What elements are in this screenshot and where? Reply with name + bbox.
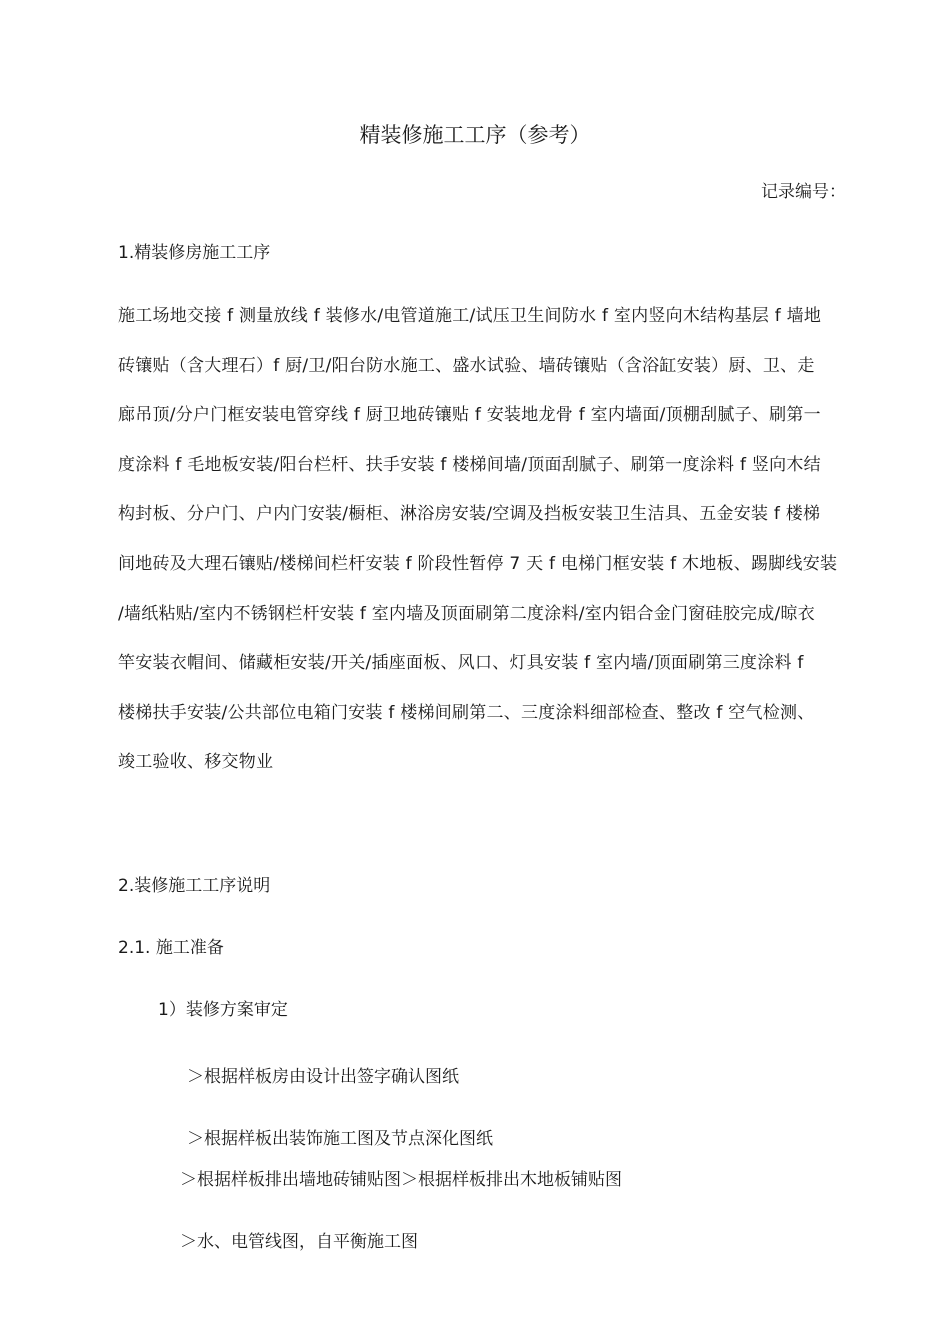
paragraph-line: 竿安装衣帽间、储藏柜安装/开关/插座面板、风口、灯具安装 f 室内墙/顶面刷第三度涂料 f <box>118 653 804 674</box>
page-title: 精装修施工工序（参考） <box>359 123 591 147</box>
section-1-heading: 1.精装修房施工工序 <box>118 243 271 263</box>
paragraph-line: 廊吊顶/分户门框安装电管穿线 f 厨卫地砖镶贴 f 安装地龙骨 f 室内墙面/顶棚刮腻子、刷第一 <box>118 405 821 426</box>
bullet-item: ＞根据样板房由设计出签字确认图纸 <box>187 1067 459 1087</box>
section-2-1-heading: 2.1. 施工准备 <box>118 938 224 958</box>
section-1-paragraph <box>118 303 858 799</box>
bullet-item: ＞根据样板出装饰施工图及节点深化图纸 <box>187 1129 493 1149</box>
paragraph-line: 施工场地交接 f 测量放线 f 装修水/电管道施工/试压卫生间防水 f 室内竖向木结构基层 f 墙地 <box>118 306 822 326</box>
paragraph-line: /墙纸粘贴/室内不锈钢栏杆安装 f 室内墙及顶面刷第二度涂料/室内铝合金门窗硅胶完成/晾衣 <box>118 603 815 624</box>
paragraph-line: 楼梯扶手安装/公共部位电箱门安装 f 楼梯间刷第二、三度涂料细部检查、整改 f 空气检测、 <box>118 702 815 723</box>
item-1-heading: 1）装修方案审定 <box>158 1000 288 1020</box>
record-number-label: 记录编号： <box>761 182 846 202</box>
paragraph-line: 砖镶贴（含大理石）f 厨/卫/阳台防水施工、盛水试验、墙砖镶贴（含浴缸安装）厨、卫、走 <box>118 355 815 376</box>
paragraph-line: 构封板、分户门、户内门安装/橱柜、淋浴房安装/空调及挡板安装卫生洁具、五金安装 f 楼梯 <box>118 504 821 525</box>
bullet-item: ＞水、电管线图，自平衡施工图 <box>180 1232 418 1252</box>
paragraph-line: 度涂料 f 毛地板安装/阳台栏杆、扶手安装 f 楼梯间墙/顶面刮腻子、刷第一度涂料 f 竖向木结 <box>118 454 821 475</box>
section-2-heading: 2.装修施工工序说明 <box>118 876 271 896</box>
bullet-item: ＞根据样板排出墙地砖铺贴图＞根据样板排出木地板铺贴图 <box>180 1170 622 1190</box>
paragraph-line: 间地砖及大理石镶贴/楼梯间栏杆安装 f 阶段性暂停 7 天 f 电梯门框安装 f 木地板、踢脚线安装 <box>118 553 838 574</box>
paragraph-line: 竣工验收、移交物业 <box>118 752 274 773</box>
